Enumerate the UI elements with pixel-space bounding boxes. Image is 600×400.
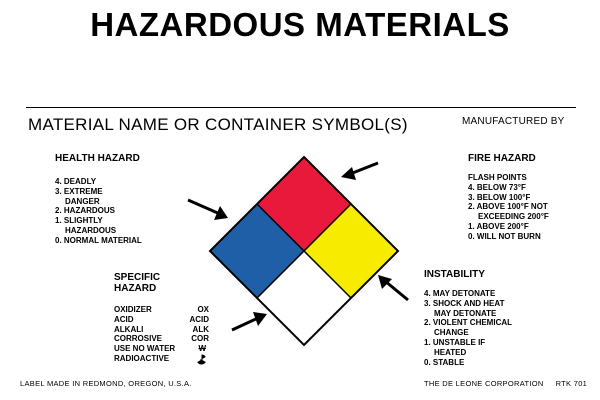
list-item: HEATED [434, 347, 467, 357]
list-item: 1. ABOVE 200°F [468, 221, 529, 231]
footer-company [424, 379, 587, 388]
list-item: 3. BELOW 100°F [468, 192, 531, 202]
arrow-icon [232, 312, 267, 330]
health-hazard-title: HEALTH HAZARD [55, 153, 140, 164]
list-item: 0. NORMAL MATERIAL [55, 235, 142, 245]
hazard-name: RADIOACTIVE [114, 353, 170, 363]
list-item: 2. VIOLENT CHEMICAL [424, 318, 513, 328]
list-item: EXCEEDING 200°F [478, 212, 549, 222]
list-item: 2. ABOVE 100°F NOT [468, 202, 548, 212]
list-item: CHANGE [434, 328, 469, 338]
hazard-code: ALK [192, 324, 209, 334]
manufactured-by-label: MANUFACTURED BY [462, 116, 565, 127]
material-name-label: MATERIAL NAME OR CONTAINER SYMBOL(S) [28, 115, 408, 134]
list-item: HAZARDOUS [65, 225, 117, 235]
list-item: DANGER [65, 196, 100, 206]
instability-title: INSTABILITY [424, 269, 485, 280]
footer-origin: LABEL MADE IN REDMOND, OREGON, U.S.A. [20, 379, 192, 388]
product-code: RTK 701 [555, 379, 588, 388]
list-item: 1. UNSTABLE IF [424, 337, 486, 347]
arrow-icon [188, 200, 228, 220]
list-item: 4. MAY DETONATE [424, 289, 496, 298]
nfpa-diamond [210, 157, 398, 345]
company-name: THE DE LEONE CORPORATION [424, 379, 544, 388]
arrow-icon [341, 163, 378, 180]
page-title: HAZARDOUS MATERIALS [90, 6, 510, 43]
list-item: 4. BELOW 73°F [468, 182, 526, 192]
list-item: 0. STABLE [424, 357, 465, 367]
list-item: 1. SLIGHTLY [55, 216, 103, 226]
hazard-code: COR [191, 334, 209, 344]
fire-flash-points-label: FLASH POINTS [468, 173, 527, 182]
hazard-code: ACID [189, 314, 209, 324]
hazard-name: USE NO WATER [114, 344, 176, 354]
hazard-code: OX [197, 305, 209, 314]
hazard-name: OXIDIZER [114, 305, 152, 314]
specific-hazard-title-line2: HAZARD [114, 283, 157, 294]
list-item: 3. SHOCK AND HEAT [424, 298, 505, 308]
fire-hazard-title: FIRE HAZARD [468, 153, 536, 164]
list-item: 3. EXTREME [55, 186, 103, 196]
specific-hazard-title-line1: SPECIFIC [114, 272, 161, 283]
list-item: MAY DETONATE [434, 308, 497, 318]
hazard-name: ACID [114, 314, 134, 324]
hazard-code: W [198, 344, 206, 354]
hazard-name: CORROSIVE [114, 334, 163, 344]
list-item: 2. HAZARDOUS [55, 206, 116, 216]
list-item: 0. WILL NOT BURN [468, 231, 541, 241]
hazard-name: ALKALI [114, 324, 144, 334]
list-item: 4. DEADLY [55, 177, 97, 186]
arrow-icon [378, 275, 408, 300]
